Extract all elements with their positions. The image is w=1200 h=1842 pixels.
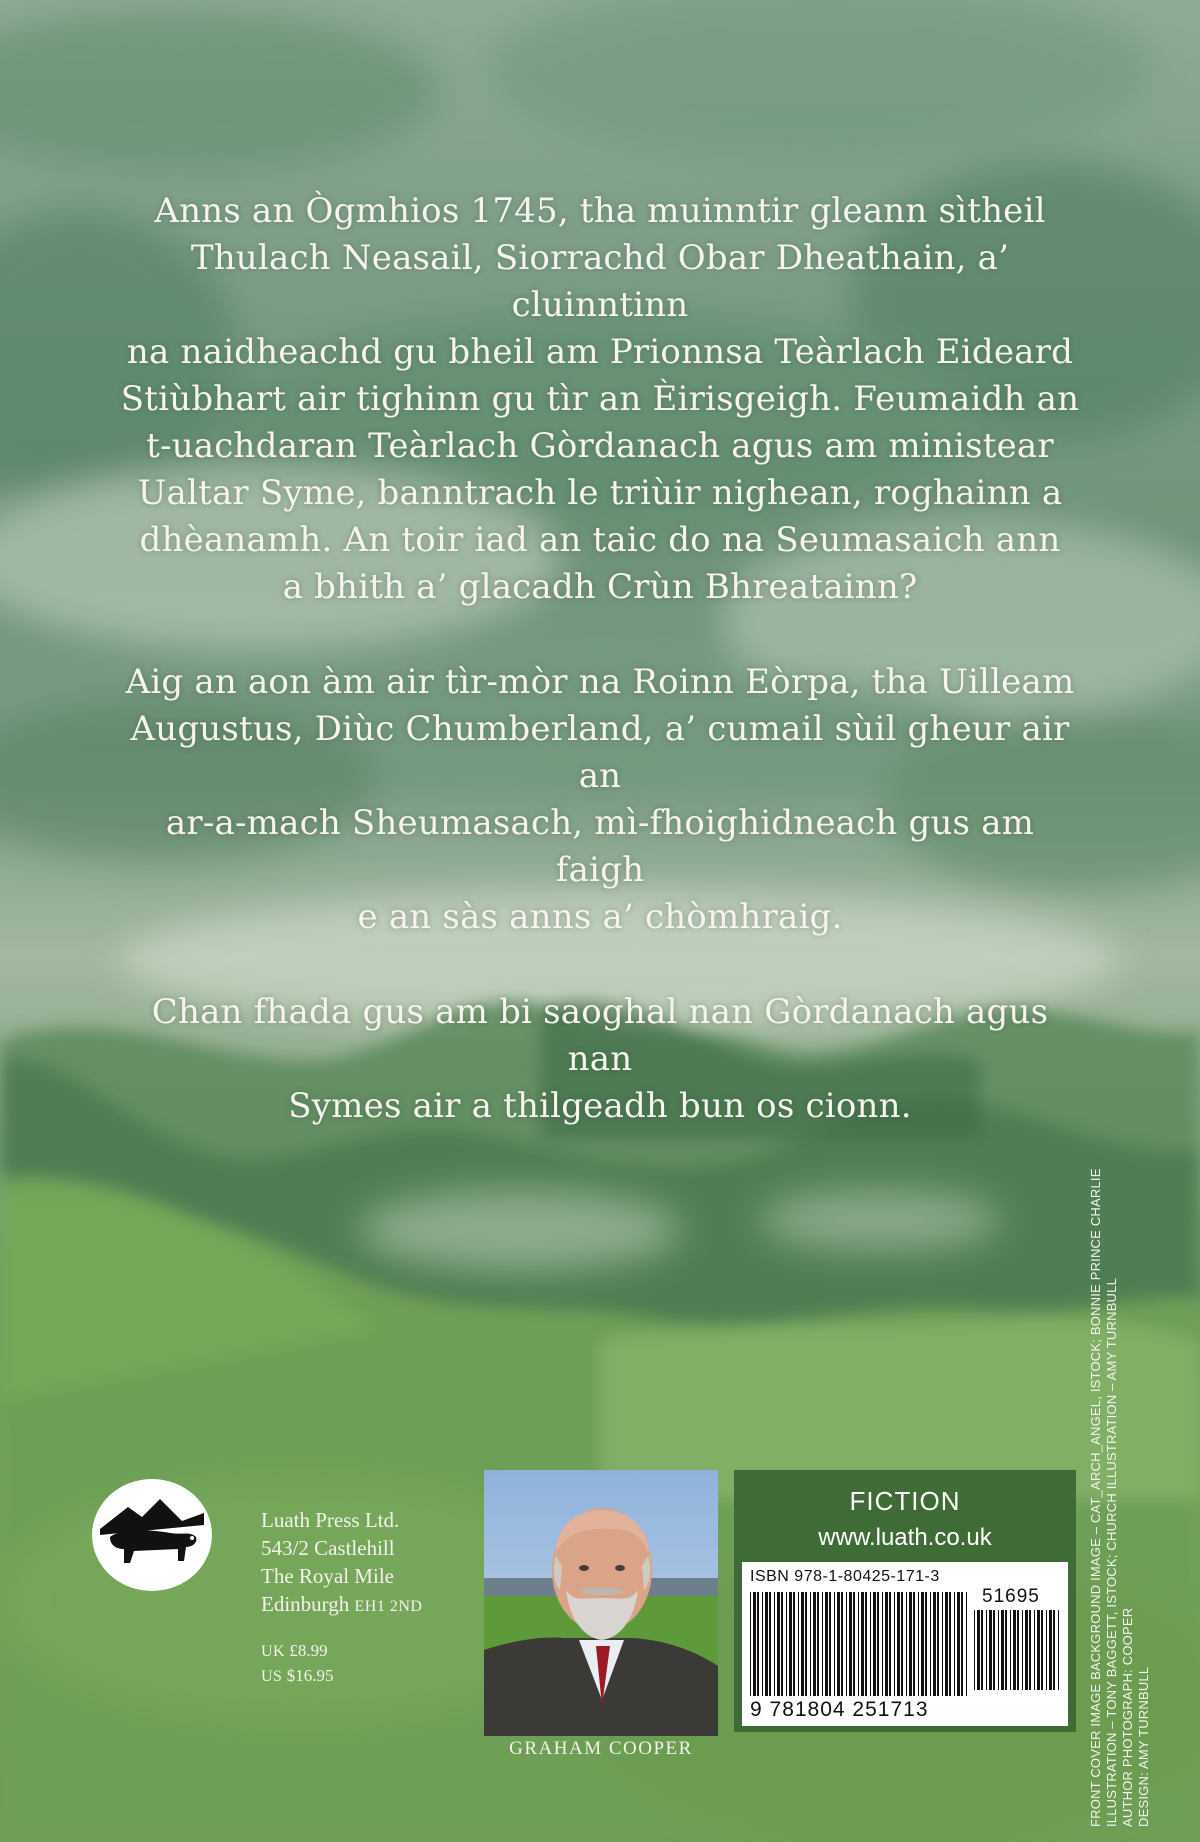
blurb-paragraph: Anns an Ògmhios 1745, tha muinntir gleann sìtheil Thulach Neasail, Siorrachd Obar Dheathain, a’ cluinntinn na naidheachd gu bheil am Prionnsa Teàrlach Eideard Stiùbhart air tighinn gu tìr an Èirisgeigh. Feumaidh an t-uachdaran Teàrlach Gòrdanach agus am ministear Ualtar Syme, banntrach le triùir nighean, roghainn a dhèanamh. An toir iad an taic do na Seumasaich ann a bhith a’ glacadh Crùn Bhreatainn?	[120, 191, 1080, 607]
barcode-bar	[885, 1592, 888, 1696]
barcode-bar	[1034, 1610, 1035, 1690]
barcode-bar	[1058, 1610, 1059, 1690]
publisher-address-line	[261, 1590, 461, 1621]
barcode-bar	[1049, 1610, 1052, 1690]
barcode-bar	[834, 1592, 835, 1696]
credit-line: DESIGN: AMY TURNBULL	[1136, 1666, 1151, 1827]
barcode-bar	[945, 1592, 948, 1696]
addon-barcode-bars-icon	[974, 1610, 1060, 1690]
barcode-bar	[774, 1592, 775, 1696]
barcode-bar	[769, 1592, 771, 1696]
barcode-digits: 9 781804 251713	[750, 1698, 929, 1721]
barcode-bar	[1053, 1610, 1055, 1690]
barcode-bar	[789, 1592, 792, 1696]
credit-line: AUTHOR PHOTOGRAPH: COOPER	[1120, 1607, 1135, 1827]
barcode-bar	[909, 1592, 912, 1696]
barcode-bar	[849, 1592, 852, 1696]
barcode-bar	[870, 1592, 871, 1696]
barcode-bar	[1046, 1610, 1047, 1690]
luath-dog-mountains-logo-icon	[90, 1477, 214, 1593]
price-us: US $16.95	[261, 1666, 334, 1685]
barcode-bar	[1005, 1610, 1007, 1690]
barcode-bar	[810, 1592, 811, 1696]
barcode-bar	[1013, 1610, 1016, 1690]
barcode-bar	[841, 1592, 843, 1696]
credit-line: ILLUSTRATION – TONY BAGGETT, ISTOCK; CHURCH ILLUSTRATION – AMY TURNBULL	[1104, 1277, 1119, 1827]
barcode-bar	[942, 1592, 943, 1696]
barcode-bar	[1041, 1610, 1043, 1690]
barcode-bar	[781, 1592, 783, 1696]
blurb-text	[120, 188, 1080, 1178]
publisher-address-line: 543/2 Castlehill	[261, 1536, 395, 1560]
author-portrait-icon	[484, 1470, 718, 1736]
credit-line: FRONT COVER IMAGE BACKGROUND IMAGE – CAT_ARCH_ANGEL, ISTOCK; BONNIE PRINCE CHARLIE	[1088, 1168, 1103, 1827]
barcode-bar	[1022, 1610, 1023, 1690]
publisher-website: www.luath.co.uk	[818, 1524, 992, 1551]
barcode-bar	[757, 1592, 759, 1696]
barcode-bar	[846, 1592, 847, 1696]
cover-credits	[1088, 1007, 1152, 1827]
barcode-bar	[1037, 1610, 1040, 1690]
barcode-bar	[986, 1610, 987, 1690]
blurb-paragraph: Chan fhada gus am bi saoghal nan Gòrdanach agus nan Symes air a thilgeadh bun os cionn.	[151, 992, 1049, 1126]
barcode-bar	[786, 1592, 787, 1696]
barcode-bar	[933, 1592, 936, 1696]
barcode-bar	[873, 1592, 876, 1696]
price-uk: UK £8.99	[261, 1641, 328, 1660]
barcode-bar	[921, 1592, 924, 1696]
barcode-bar	[894, 1592, 895, 1696]
barcode-bar	[793, 1592, 795, 1696]
publisher-name: Luath Press Ltd.	[261, 1508, 400, 1532]
barcode-bar	[753, 1592, 756, 1696]
price-code: 51695	[982, 1586, 1040, 1607]
barcode-bar	[762, 1592, 763, 1696]
barcode-bar	[829, 1592, 831, 1696]
barcode-bar	[977, 1610, 980, 1690]
barcode-bar	[825, 1592, 828, 1696]
barcode-bar	[861, 1592, 864, 1696]
barcode-bar	[930, 1592, 931, 1696]
publisher-address-line: The Royal Mile	[261, 1564, 394, 1588]
barcode-bar	[925, 1592, 927, 1696]
barcode-bar	[765, 1592, 768, 1696]
barcode-bar	[957, 1592, 960, 1696]
blurb-paragraph: Aig an aon àm air tìr-mòr na Roinn Eòrpa, tha Uilleam Augustus, Diùc Chumberland, a’ cumail sùil gheur air an ar-a-mach Sheumasach, mì-fhoighidneach gus am faigh e an sàs anns a’ chòmhraig.	[125, 662, 1075, 937]
publisher-info	[261, 1506, 461, 1689]
barcode-bar	[777, 1592, 780, 1696]
author-photo	[484, 1470, 718, 1736]
isbn-barcode	[742, 1562, 1068, 1726]
barcode-bar	[937, 1592, 939, 1696]
barcode-bar	[906, 1592, 907, 1696]
barcode-bar	[949, 1592, 951, 1696]
publisher-postcode: EH1 2ND	[354, 1598, 423, 1615]
barcode-bar	[913, 1592, 915, 1696]
barcode-bar	[1017, 1610, 1019, 1690]
barcode-bar	[798, 1592, 799, 1696]
barcode-bar	[822, 1592, 823, 1696]
barcode-bar	[954, 1592, 955, 1696]
barcode-bar	[1010, 1610, 1011, 1690]
barcode-bar	[853, 1592, 855, 1696]
barcode-bar	[897, 1592, 900, 1696]
publisher-city: Edinburgh	[261, 1592, 350, 1616]
barcode-bar	[865, 1592, 867, 1696]
barcode-bar	[877, 1592, 879, 1696]
barcode-bar	[813, 1592, 816, 1696]
barcode-bar	[981, 1610, 983, 1690]
author-name: GRAHAM COOPER	[509, 1738, 693, 1759]
barcode-bar	[974, 1610, 975, 1690]
barcode-bar	[1025, 1610, 1028, 1690]
barcode-bar	[918, 1592, 919, 1696]
barcode-bar	[901, 1592, 903, 1696]
genre-label: FICTION	[849, 1486, 961, 1516]
barcode-bar	[993, 1610, 995, 1690]
barcode-bar	[889, 1592, 891, 1696]
barcode-bar	[966, 1592, 967, 1696]
barcode-bar	[998, 1610, 999, 1690]
barcode-bar	[801, 1592, 804, 1696]
barcode-bar	[961, 1592, 963, 1696]
barcode-bar	[882, 1592, 883, 1696]
barcode-bar	[1029, 1610, 1031, 1690]
isbn-label: ISBN 978-1-80425-171-3	[750, 1568, 940, 1585]
barcode-bar	[858, 1592, 859, 1696]
barcode-bar	[817, 1592, 819, 1696]
barcode-bars-icon	[750, 1592, 968, 1696]
barcode-bar	[805, 1592, 807, 1696]
barcode-bar	[1001, 1610, 1004, 1690]
barcode-bar	[837, 1592, 840, 1696]
barcode-bar	[989, 1610, 992, 1690]
barcode-bar	[750, 1592, 751, 1696]
barcode-panel	[734, 1470, 1076, 1732]
